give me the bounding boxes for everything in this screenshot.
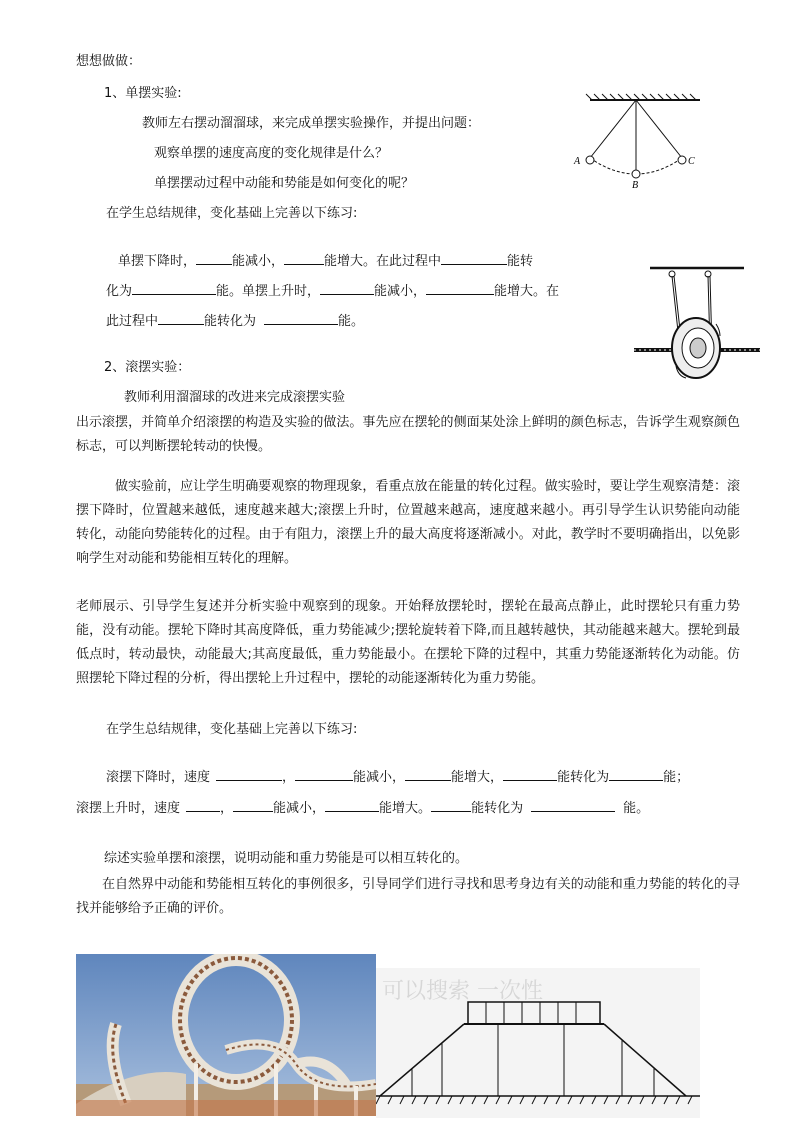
fill-blank[interactable] xyxy=(325,798,379,812)
text-segment: 能转化为 xyxy=(204,314,257,329)
fill-blank[interactable] xyxy=(426,281,494,295)
rolling-pendulum-diagram xyxy=(630,262,766,384)
fill-blank[interactable] xyxy=(186,798,220,812)
pendulum-diagram xyxy=(568,92,718,192)
text-segment: 此过程中 xyxy=(106,314,159,329)
fill-blank[interactable] xyxy=(431,798,471,812)
fill-blank[interactable] xyxy=(320,281,374,295)
fill-blank[interactable] xyxy=(405,767,451,781)
section1-intro: 教师左右摆动溜溜球，来完成单摆实验操作，并提出问题： xyxy=(142,116,481,131)
section1-question-1: 观察单摆的速度高度的变化规律是什么？ xyxy=(154,146,389,161)
text-segment: 能增大。在 xyxy=(494,284,560,299)
bridge-diagram xyxy=(376,968,700,1118)
section1-exercise-line-2 xyxy=(106,280,559,299)
text-segment: 能转 xyxy=(507,254,534,269)
section1-exercise-line-3 xyxy=(106,310,364,329)
section2-title: 2、滚摆实验： xyxy=(104,360,191,375)
text-segment: 能。单摆上升时， xyxy=(216,284,321,299)
fill-blank[interactable] xyxy=(441,251,507,265)
roller-coaster-photo xyxy=(76,954,376,1116)
section2-paragraph-2: 做实验前，应让学生明确要观察的物理现象，看重点放在能量的转化过程。做实验时，要让学生观察清楚：滚摆下降时，位置越来越低，速度越来越大;滚摆上升时，位置越来越高，速度越来越小。再引导学生认识势能向动能转化，动能向势能转化的过程。由于有阻力，滚摆上升的最大高度将逐渐减小。对此，教学时不要明确指出，以免影响学生对动能和势能相互转化的理解。 xyxy=(76,479,740,566)
section1-question-2: 单摆摆动过程中动能和势能是如何变化的呢？ xyxy=(154,176,415,191)
text-segment: 能。 xyxy=(338,314,365,329)
fill-blank[interactable] xyxy=(196,251,232,265)
section2-exercise-line-2 xyxy=(76,797,649,816)
text-segment: 能减小， xyxy=(232,254,285,269)
text-segment: 能转化为 xyxy=(557,770,610,785)
fill-blank[interactable] xyxy=(503,767,557,781)
fill-blank[interactable] xyxy=(132,281,216,295)
fill-blank[interactable] xyxy=(216,767,282,781)
section1-title: 1、单摆实验: xyxy=(104,86,182,101)
section1-exercise-line-1 xyxy=(118,250,533,269)
pendulum-label-a: A xyxy=(574,156,581,167)
fill-blank[interactable] xyxy=(233,798,273,812)
section2-intro: 教师利用溜溜球的改进来完成滚摆实验 xyxy=(124,390,346,405)
section2-summary: 在学生总结规律，变化基础上完善以下练习: xyxy=(106,722,358,737)
text-segment: 能增大， xyxy=(451,770,504,785)
fill-blank[interactable] xyxy=(531,798,615,812)
text-segment: 能减小， xyxy=(273,801,326,816)
section2-paragraph-1: 出示滚摆，并简单介绍滚摆的构造及实验的做法。事先应在摆轮的侧面某处涂上鲜明的颜色标志，告诉学生观察颜色标志，可以判断摆轮转动的快慢。 xyxy=(76,415,740,454)
fill-blank[interactable] xyxy=(284,251,324,265)
fill-blank[interactable] xyxy=(158,311,204,325)
text-segment: 能转化为 xyxy=(471,801,524,816)
text-segment: 能。 xyxy=(623,801,650,816)
text-segment: 能减小， xyxy=(374,284,427,299)
text-segment: ， xyxy=(220,801,234,816)
conclusion-paragraph-2: 在自然界中动能和势能相互转化的事例很多，引导同学们进行寻找和思考身边有关的动能和重力势能的转化的寻找并能够给予正确的评价。 xyxy=(76,877,740,916)
text-segment: 能增大。 xyxy=(379,801,432,816)
section-heading: 想想做做： xyxy=(76,54,142,69)
section2-exercise-line-1 xyxy=(106,766,689,785)
pendulum-label-b: B xyxy=(632,180,639,191)
text-segment: 单摆下降时， xyxy=(118,254,197,269)
conclusion-paragraph-1: 综述实验单摆和滚摆，说明动能和重力势能是可以相互转化的。 xyxy=(104,851,469,866)
text-segment: 能增大。在此过程中 xyxy=(324,254,442,269)
text-segment: 能减小， xyxy=(353,770,406,785)
section1-summary: 在学生总结规律，变化基础上完善以下练习: xyxy=(106,206,358,221)
text-segment: 能； xyxy=(663,770,690,785)
text-segment: 滚摆下降时，速度 xyxy=(106,770,211,785)
text-segment: 化为 xyxy=(106,284,133,299)
text-segment: 滚摆上升时，速度 xyxy=(76,801,181,816)
text-segment: ， xyxy=(282,770,296,785)
fill-blank[interactable] xyxy=(264,311,338,325)
section2-paragraph-3: 老师展示、引导学生复述并分析实验中观察到的现象。开始释放摆轮时，摆轮在最高点静止，此时摆轮只有重力势能，没有动能。摆轮下降时其高度降低，重力势能减少;摆轮旋转着下降,而且越转越快，其动能越来越大。摆轮到最低点时，转动最快，动能最大;其高度最低，重力势能最小。在摆轮下降的过程中，其重力势能逐渐转化为动能。仿照摆轮下降过程的分析，得出摆轮上升过程中，摆轮的动能逐渐转化为重力势能。 xyxy=(76,599,740,686)
fill-blank[interactable] xyxy=(609,767,663,781)
fill-blank[interactable] xyxy=(295,767,353,781)
pendulum-label-c: C xyxy=(688,156,695,167)
bridge-faint-text: 可以搜索 一次性 xyxy=(382,979,543,1004)
